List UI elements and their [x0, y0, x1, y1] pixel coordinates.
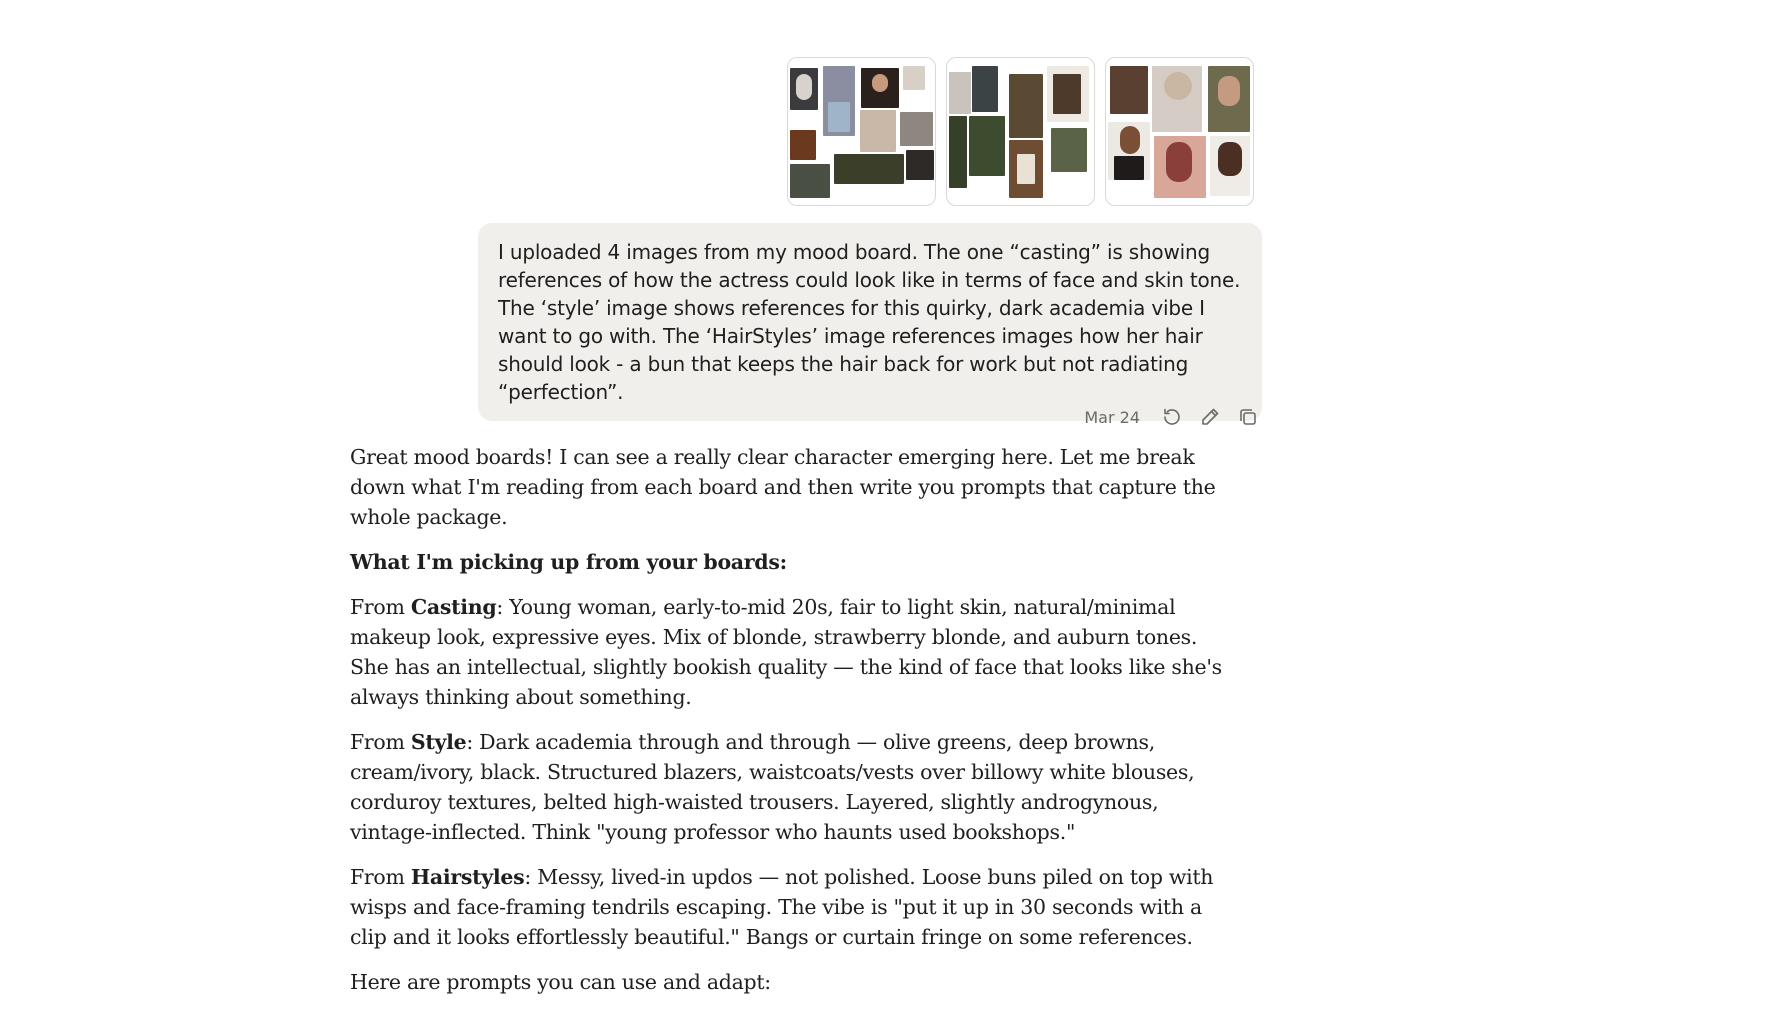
- collage-tile: [1164, 72, 1192, 100]
- collage-tile: [860, 110, 896, 152]
- collage-tile: [1120, 126, 1140, 154]
- response-heading: What I'm picking up from your boards:: [350, 550, 787, 574]
- collage-tile: [1114, 156, 1144, 180]
- collage-tile: [790, 164, 830, 198]
- collage-tile: [1110, 66, 1148, 114]
- message-actions: [1000, 405, 1260, 429]
- collage-tile: [969, 116, 1005, 176]
- collage-tile: [903, 66, 925, 90]
- edit-icon[interactable]: [1198, 405, 1222, 429]
- casting-label: Casting: [410, 595, 497, 619]
- response-intro: Great mood boards! I can see a really clear character emerging here. Let me break down what I'm reading from each board and then write you prompts that capture the whole package.: [350, 445, 1216, 529]
- hairstyles-paragraph: From Hairstyles: Messy, lived-in updos — not polished. Loose buns piled on top with wisps and face-framing tendrils escaping. The vibe is "put it up in 30 seconds with a clip and it looks effortlessly beautiful." Bangs or curtain fringe on some references.: [350, 865, 1214, 949]
- collage-tile: [790, 130, 816, 160]
- collage-tile: [906, 150, 934, 180]
- collage-tile: [796, 74, 812, 100]
- assistant-response: [350, 442, 1230, 1012]
- collage-tile: [900, 112, 933, 146]
- style-paragraph: From Style: Dark academia through and through — olive greens, deep browns, cream/ivory, black. Structured blazers, waistcoats/vests over billowy white blouses, corduroy textures, belted high-waisted trousers. Layered, slightly androgynous, vintage-inflected. Think "young professor who haunts used bookshops.": [350, 730, 1195, 844]
- user-message-text: I uploaded 4 images from my mood board. The one “casting” is showing references of how the actress could look like in terms of face and skin tone. The ‘style’ image shows references for this quirky, dark academia vibe I want to go with. The ‘HairStyles’ image references images how her hair should look - a bun that keeps the hair back for work but not radiating “perfection”.: [498, 240, 1241, 404]
- retry-icon[interactable]: [1160, 405, 1184, 429]
- collage-tile: [1051, 128, 1087, 172]
- style-label: Style: [410, 730, 467, 754]
- collage-tile: [972, 66, 998, 112]
- response-outro: Here are prompts you can use and adapt:: [350, 970, 771, 994]
- user-message-bubble: [478, 223, 1262, 421]
- style-image[interactable]: [946, 57, 1095, 206]
- collage-tile: [1017, 154, 1035, 184]
- collage-tile: [872, 74, 888, 92]
- hairstyles-label: Hairstyles: [410, 865, 525, 889]
- collage-tile: [949, 116, 967, 188]
- collage-tile: [1218, 76, 1240, 106]
- collage-tile: [1009, 74, 1043, 138]
- collage-tile: [834, 154, 904, 184]
- collage-tile: [1218, 142, 1242, 176]
- message-date: Mar 24: [1084, 407, 1140, 427]
- collage-tile: [1166, 142, 1192, 182]
- collage-tile: [949, 72, 971, 114]
- casting-paragraph: From Casting: Young woman, early-to-mid 20s, fair to light skin, natural/minimal makeup look, expressive eyes. Mix of blonde, strawberry blonde, and auburn tones. She has an intellectual, slightly bookish quality — the kind of face that looks like she's always thinking about something.: [350, 595, 1222, 709]
- attachment-thumbnails: [787, 57, 1254, 206]
- hairstyles-image[interactable]: [1105, 57, 1254, 206]
- collage-tile: [828, 102, 850, 132]
- copy-icon[interactable]: [1236, 405, 1260, 429]
- casting-image[interactable]: [787, 57, 936, 206]
- collage-tile: [1053, 74, 1081, 114]
